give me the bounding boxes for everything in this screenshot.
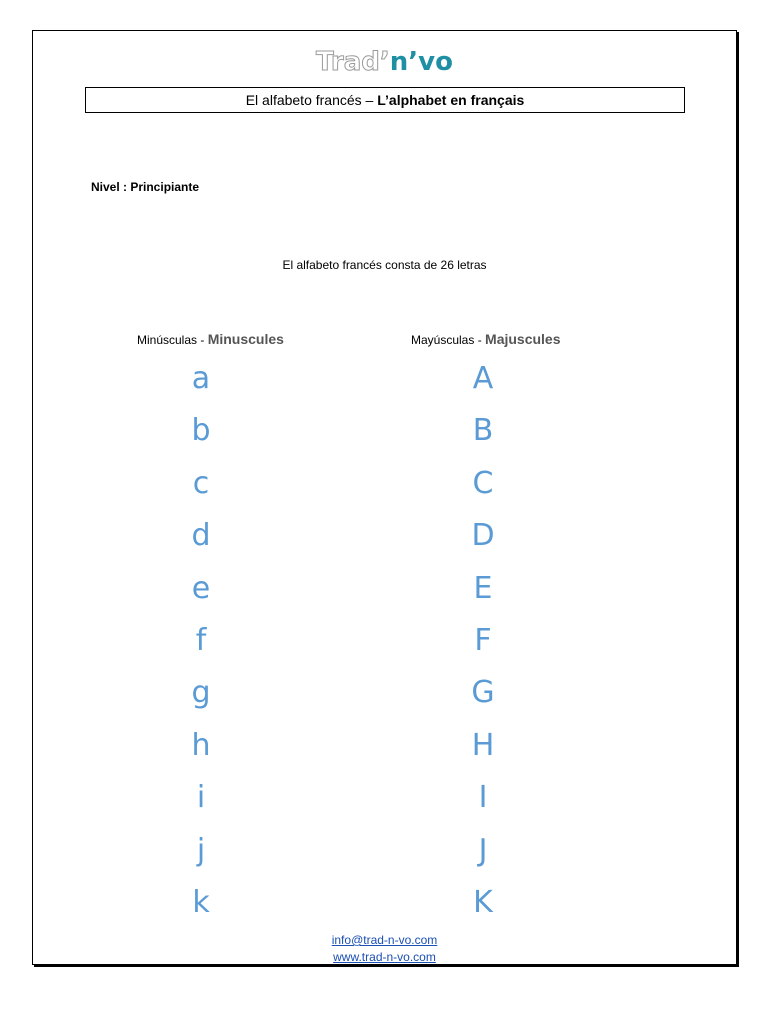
lowercase-letter: b [191, 413, 211, 449]
uppercase-letter-list [453, 353, 513, 929]
website-link[interactable]: www.trad-n-vo.com [333, 950, 436, 964]
document-page [32, 30, 737, 965]
lowercase-letter: i [196, 780, 206, 816]
uppercase-letter: D [471, 518, 495, 554]
title-french: L’alphabet en français [377, 92, 525, 108]
uppercase-label-es: Mayúsculas - [411, 333, 486, 347]
lowercase-letter: k [192, 884, 210, 920]
lowercase-letter-list [171, 353, 231, 929]
logo-part-nvo: n’vo [389, 47, 453, 77]
level-label: Nivel : Principiante [91, 180, 200, 194]
uppercase-column-header [411, 331, 561, 347]
uppercase-letter: H [471, 727, 495, 763]
lowercase-letter: d [191, 518, 211, 554]
title-spanish: El alfabeto francés – [245, 92, 378, 108]
uppercase-letter: E [473, 570, 493, 606]
uppercase-letter: J [478, 832, 488, 868]
uppercase-letter: A [472, 361, 494, 396]
uppercase-letter: I [478, 780, 488, 816]
lowercase-letter: a [191, 361, 211, 396]
lowercase-letter: g [191, 675, 211, 711]
email-link[interactable]: info@trad-n-vo.com [331, 933, 438, 947]
lowercase-letter: j [196, 832, 206, 868]
uppercase-letter: B [472, 413, 494, 449]
uppercase-letter: F [474, 622, 492, 658]
uppercase-letter: C [472, 465, 494, 501]
uppercase-letter: K [473, 884, 493, 920]
uppercase-label-fr: Majuscules [485, 331, 561, 347]
brand-logo [33, 47, 736, 77]
lowercase-letter: f [195, 622, 207, 658]
document-title [85, 87, 685, 113]
lowercase-label-fr: Minuscules [207, 331, 284, 347]
contact-block [33, 932, 736, 966]
logo-part-trad: Trad’ [316, 47, 390, 77]
lowercase-column-header [137, 331, 284, 347]
lowercase-letter: e [191, 570, 211, 606]
lowercase-label-es: Minúsculas - [137, 333, 208, 347]
uppercase-letter: G [471, 675, 495, 711]
lowercase-letter: c [192, 465, 210, 501]
intro-text: El alfabeto francés consta de 26 letras [282, 258, 487, 272]
lowercase-letter: h [191, 727, 211, 763]
